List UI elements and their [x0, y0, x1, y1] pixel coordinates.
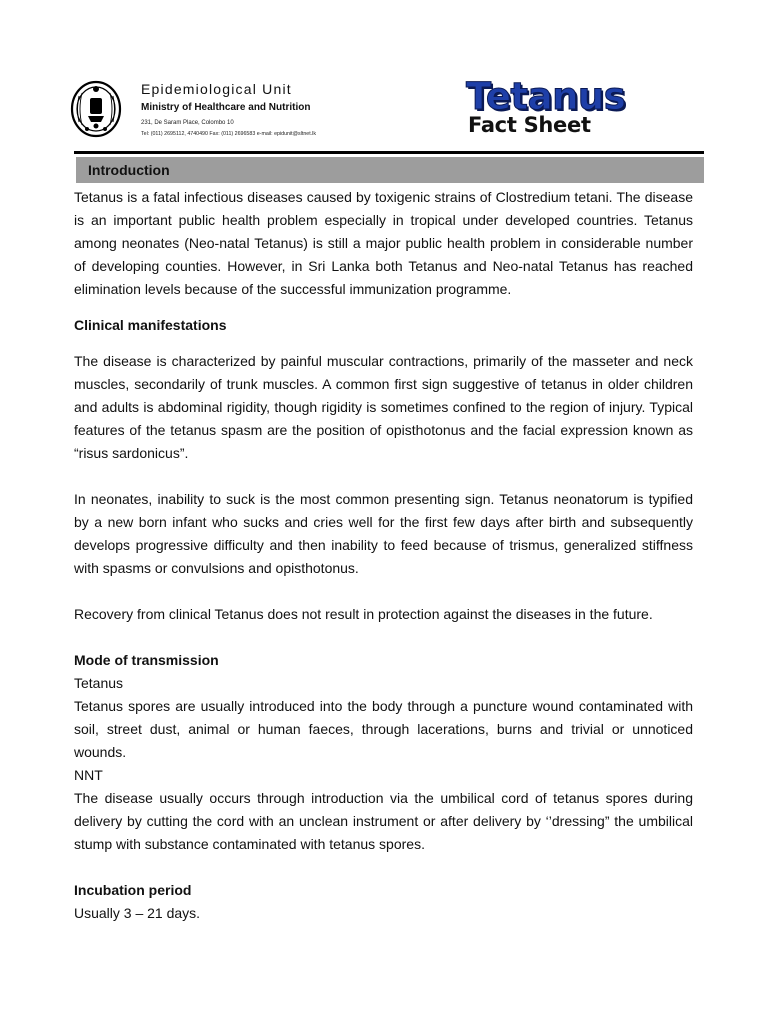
org-name: Epidemiological Unit — [141, 81, 292, 97]
header-divider — [74, 151, 704, 154]
ministry-name: Ministry of Healthcare and Nutrition — [141, 102, 311, 113]
introduction-paragraph: Tetanus is a fatal infectious diseases caused by toxigenic strains of Clostredium tetani. The disease is an important public health problem especially in tropical under developed countries. Tetanus among neonates (Neo-natal Tetanus) is still a major public health problem in considerable number of developing counties. However, in Sri Lanka both Tetanus and Neo-natal Tetanus has reached elimination levels because of the successful immunization programme. — [74, 189, 693, 297]
tetanus-transmission-text: Tetanus spores are usually introduced into the body through a puncture wound contaminated with soil, street dust, animal or human faeces, through lacerations, burns and trivial or unnoticed wounds. — [74, 698, 693, 760]
document-body — [74, 186, 693, 925]
transmission-heading: Mode of transmission — [74, 652, 219, 668]
fact-sheet-logo — [466, 75, 641, 137]
nnt-subheading: NNT — [74, 767, 103, 783]
organization-block — [141, 80, 316, 138]
clinical-paragraph-2: In neonates, inability to suck is the most common presenting sign. Tetanus neonatorum is typified by a new born infant who sucks and cries well for the first few days after birth and subsequently develops progressive difficulty and then inability to feed because of trismus, generalized stiffness with spasms or convulsions and opisthotonus. — [74, 491, 693, 576]
address-line: 231, De Saram Place, Colombo 10 — [141, 120, 234, 126]
title-main: Tetanus — [466, 75, 626, 118]
incubation-text: Usually 3 – 21 days. — [74, 905, 201, 921]
introduction-heading: Introduction — [76, 157, 704, 183]
contact-line: Tel: (011) 2695112, 4740490 Fax: (011) 2696583 e-mail: epidunit@sltnet.lk — [141, 131, 316, 137]
clinical-paragraph-3: Recovery from clinical Tetanus does not result in protection against the diseases in the future. — [74, 606, 653, 622]
tetanus-subheading: Tetanus — [74, 675, 124, 691]
clinical-heading: Clinical manifestations — [74, 317, 227, 333]
clinical-paragraph-1: The disease is characterized by painful muscular contractions, primarily of the masseter and neck muscles, secondarily of trunk muscles. A common first sign suggestive of tetanus in older children and adults is abdominal rigidity, though rigidity is sometimes confined to the region of injury. Typical features of the tetanus spasm are the position of opisthotonus and the facial expression known as “risus sardonicus”. — [74, 353, 693, 461]
nnt-transmission-text: The disease usually occurs through introduction via the umbilical cord of tetanus spores during delivery by cutting the cord with an unclean instrument or after delivery by ‘’dressing” the umbilical stump with substance contaminated with tetanus spores. — [74, 790, 693, 852]
incubation-heading: Incubation period — [74, 882, 192, 898]
sri-lanka-emblem-icon — [70, 80, 122, 138]
document-header — [0, 0, 768, 155]
title-sub: Fact Sheet — [468, 113, 591, 137]
